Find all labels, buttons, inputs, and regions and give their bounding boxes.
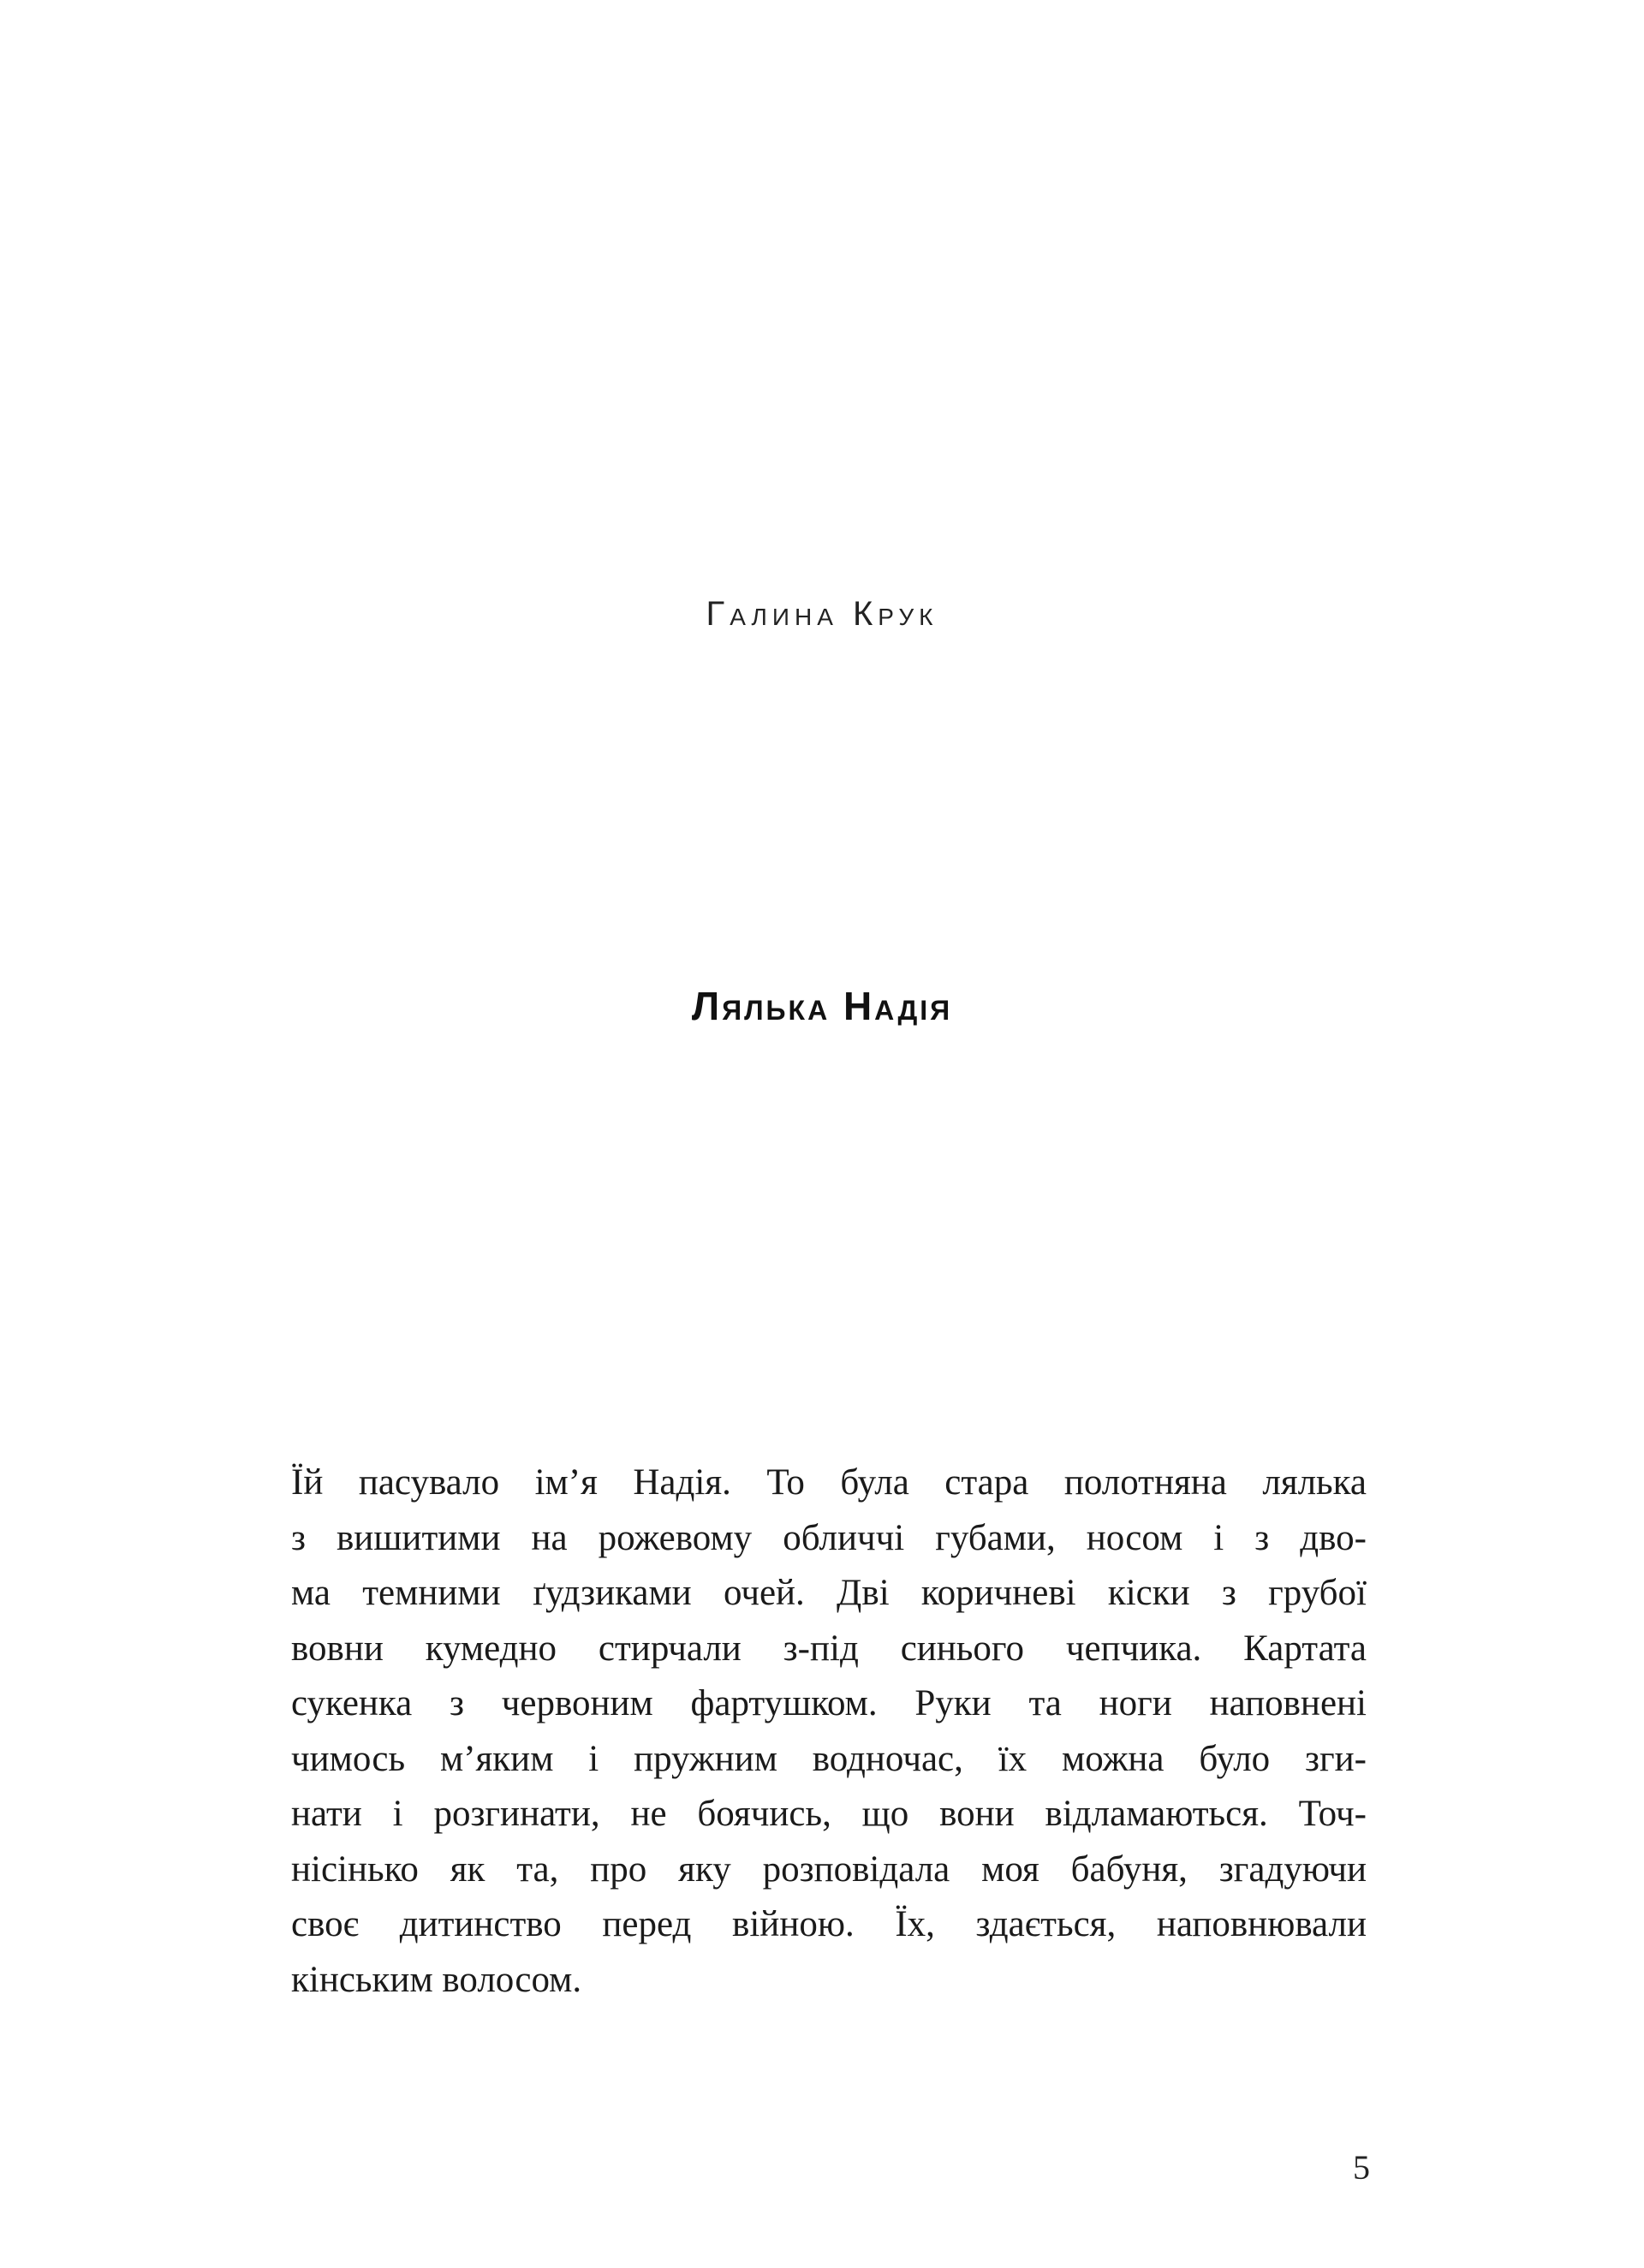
chapter-title: Лялька Надія: [691, 984, 953, 1028]
page-number: 5: [1353, 2148, 1370, 2187]
text-line: вовни кумедно стирчали з-під синього чепчика. Картата: [291, 1628, 1367, 1669]
text-line: чимось м’яким і пружним водночас, їх можна було зги-: [291, 1738, 1367, 1779]
text-line: ма темними ґудзиками очей. Дві коричневі кіски з грубої: [291, 1573, 1367, 1613]
text-line: з вишитими на рожевому обличчі губами, носом і з дво-: [291, 1517, 1367, 1558]
text-line: кінським волосом.: [291, 1959, 582, 2000]
text-line: нісінько як та, про яку розповідала моя бабуня, згадуючи: [291, 1848, 1367, 1890]
author-name: Галина Крук: [706, 595, 938, 633]
text-line: нати і розгинати, не боячись, що вони відламаються. Точ-: [291, 1794, 1367, 1834]
body-paragraph: [291, 1455, 1367, 2008]
text-line: своє дитинство перед війною. Їх, здається, наповнювали: [291, 1904, 1367, 1944]
text-line: сукенка з червоним фартушком. Руки та ноги наповнені: [291, 1683, 1367, 1723]
text-line: Їй пасувало ім’я Надія. То була стара полотняна лялька: [291, 1462, 1367, 1503]
